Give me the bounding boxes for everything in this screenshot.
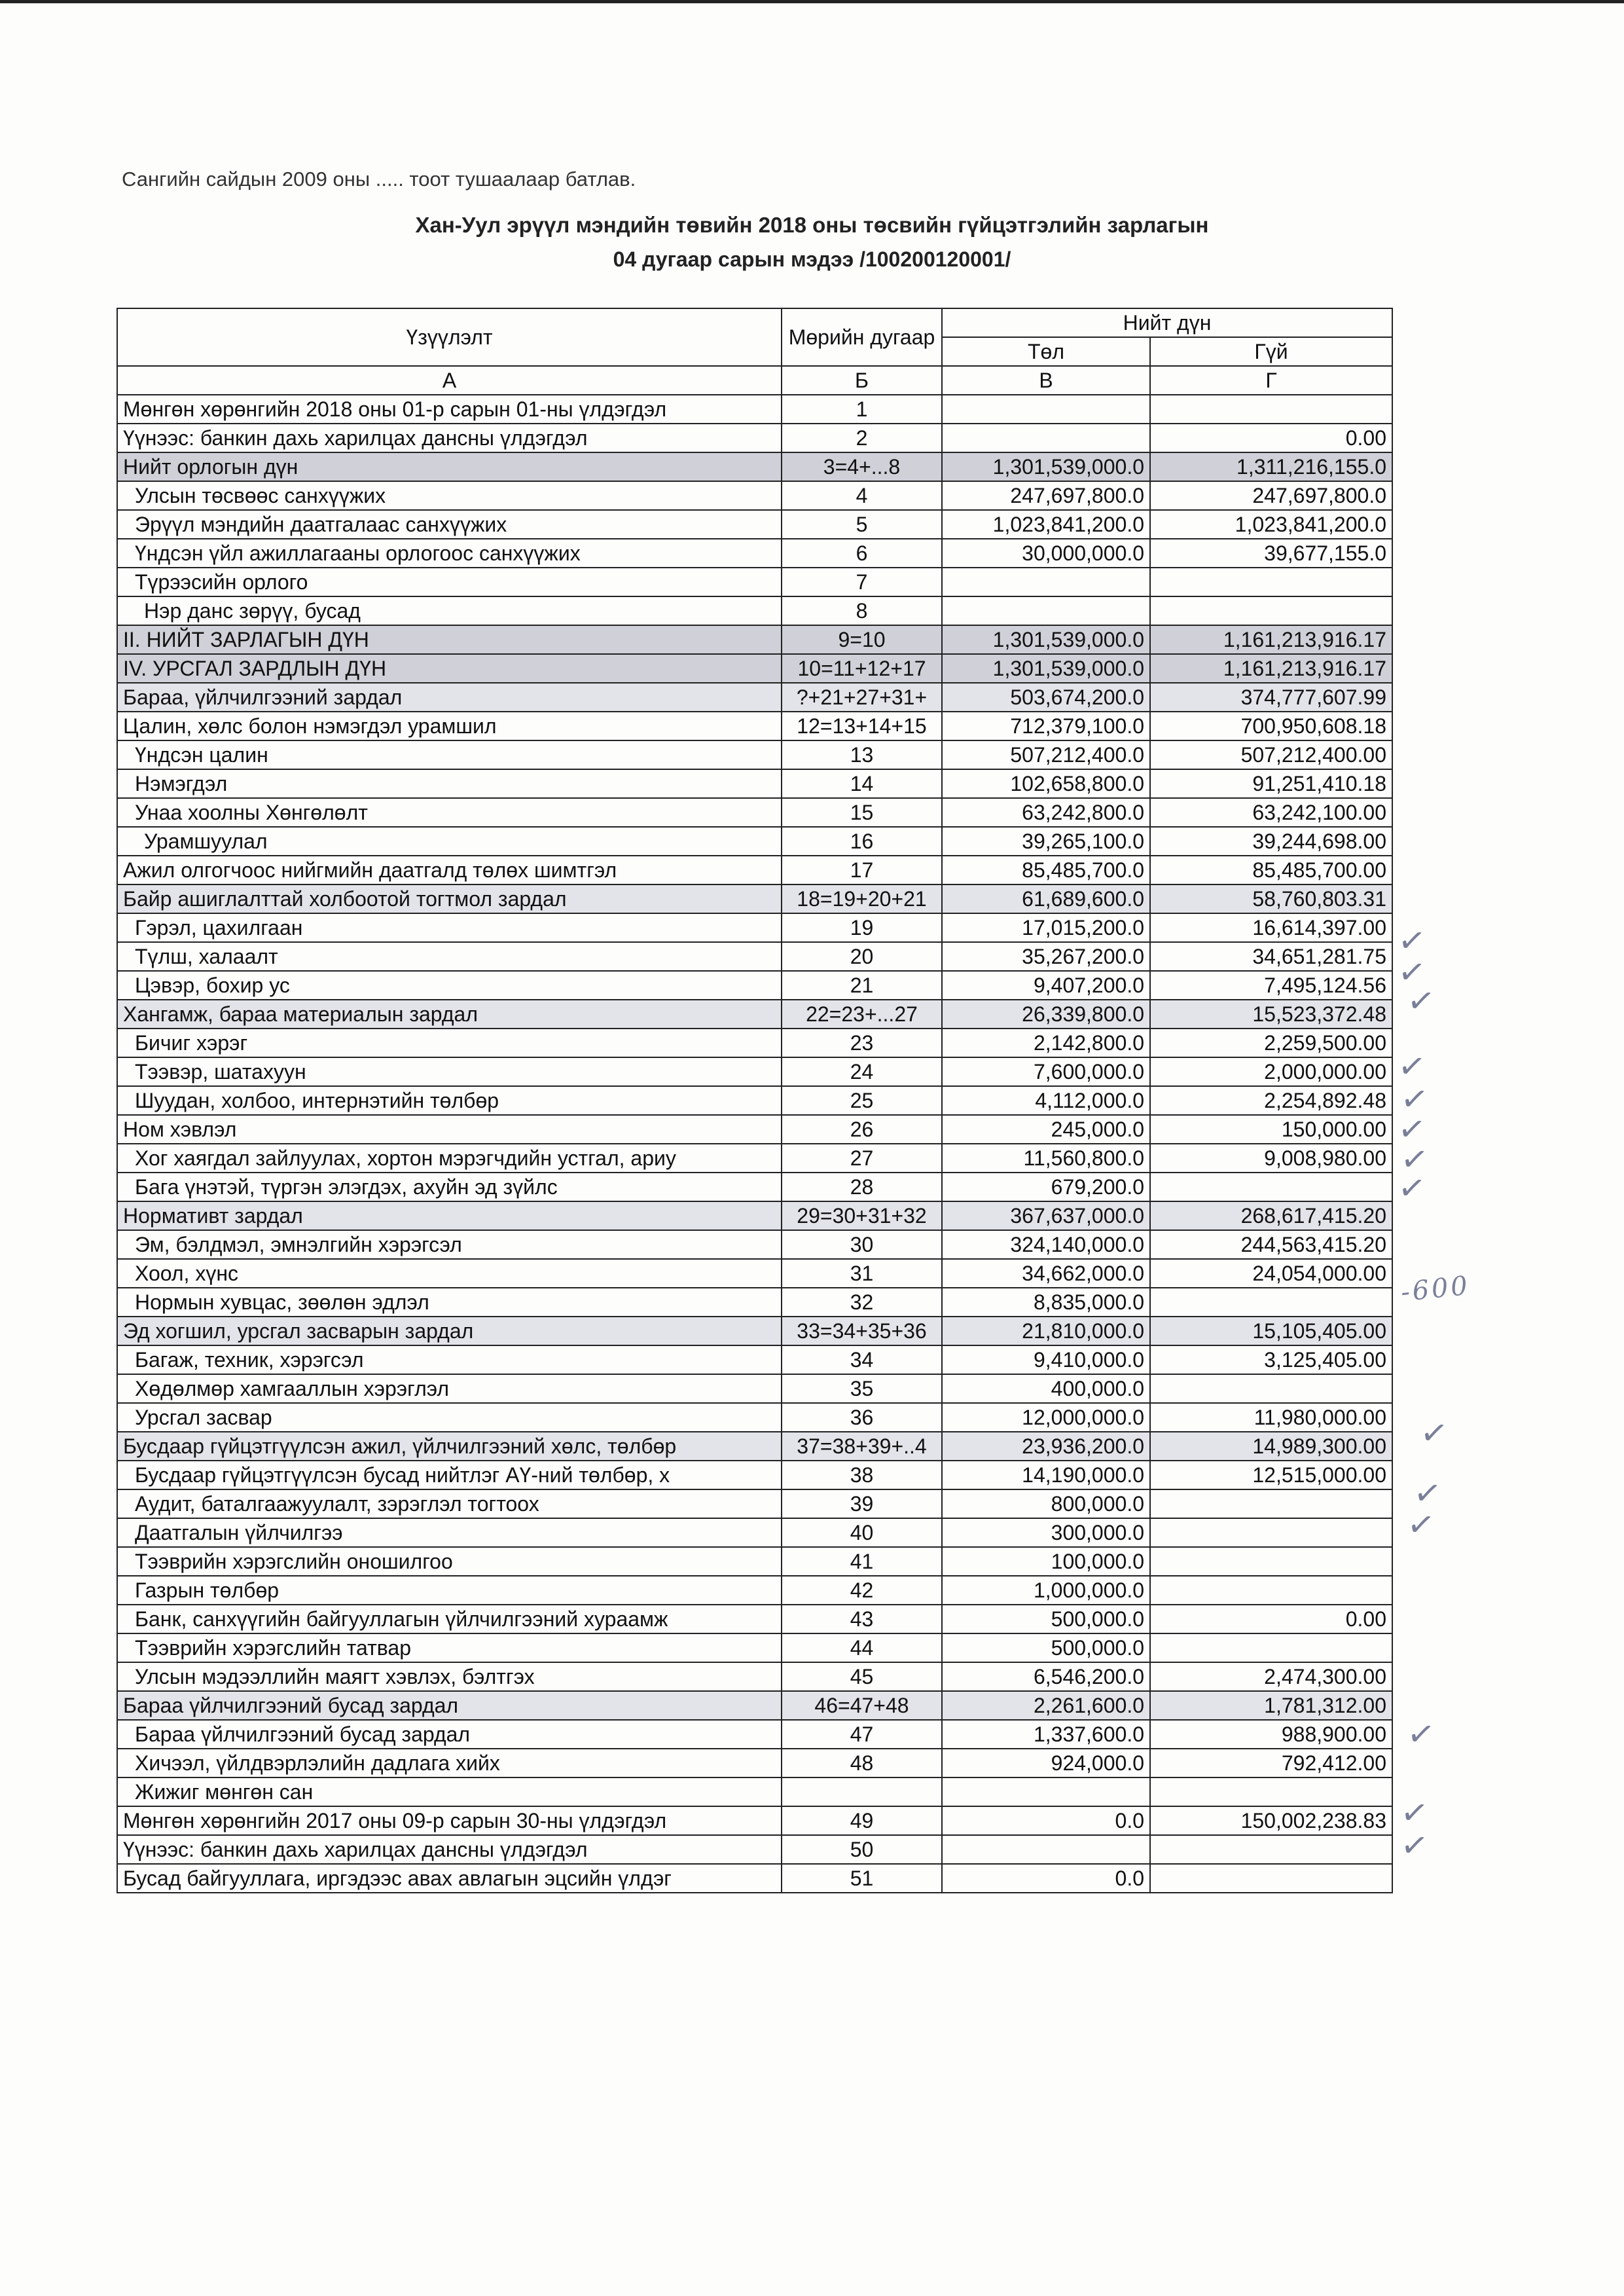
row-plan-amount: 23,936,200.0: [942, 1432, 1150, 1461]
row-label: Нэр данс зөрүү, бусад: [117, 596, 782, 625]
row-actual-amount: 58,760,803.31: [1150, 884, 1392, 913]
table-row: [117, 798, 1392, 827]
table-row: [117, 1230, 1392, 1259]
row-number: 17: [782, 856, 942, 884]
row-plan-amount: 1,301,539,000.0: [942, 625, 1150, 654]
table-row: [117, 884, 1392, 913]
row-number: 1: [782, 395, 942, 424]
handwritten-check-mark: ✓: [1398, 1825, 1431, 1867]
row-label: Түрээсийн орлого: [117, 568, 782, 596]
row-number: 6: [782, 539, 942, 568]
row-number: 31: [782, 1259, 942, 1288]
table-row: [117, 424, 1392, 452]
header-indicator: Үзүүлэлт: [117, 308, 782, 366]
header-row-number: Мөрийн дугаар: [782, 308, 942, 366]
row-plan-amount: 712,379,100.0: [942, 712, 1150, 740]
row-plan-amount: 4,112,000.0: [942, 1086, 1150, 1115]
table-row: [117, 1576, 1392, 1605]
row-actual-amount: [1150, 568, 1392, 596]
row-number: [782, 1777, 942, 1806]
row-label: Бараа, үйлчилгээний зардал: [117, 683, 782, 712]
row-plan-amount: [942, 395, 1150, 424]
row-number: 3=4+...8: [782, 452, 942, 481]
row-number: 12=13+14+15: [782, 712, 942, 740]
row-plan-amount: 12,000,000.0: [942, 1403, 1150, 1432]
row-label: Тээвэр, шатахуун: [117, 1057, 782, 1086]
table-row: [117, 1029, 1392, 1057]
row-plan-amount: 17,015,200.0: [942, 913, 1150, 942]
row-number: 28: [782, 1173, 942, 1201]
row-label: II. НИЙТ ЗАРЛАГЫН ДҮН: [117, 625, 782, 654]
table-row: [117, 1432, 1392, 1461]
row-label: Бусдаар гүйцэтгүүлсэн ажил, үйлчилгээний хөлс, төлбөр: [117, 1432, 782, 1461]
row-number: 38: [782, 1461, 942, 1489]
handwritten-check-mark: ✓: [1418, 1412, 1451, 1454]
row-number: 35: [782, 1374, 942, 1403]
header-letter-c: В: [942, 366, 1150, 395]
table-row: [117, 1749, 1392, 1777]
row-number: 37=38+39+..4: [782, 1432, 942, 1461]
row-actual-amount: [1150, 1173, 1392, 1201]
table-row: [117, 827, 1392, 856]
row-actual-amount: [1150, 1547, 1392, 1576]
row-plan-amount: [942, 568, 1150, 596]
row-actual-amount: 268,617,415.20: [1150, 1201, 1392, 1230]
row-actual-amount: 150,000.00: [1150, 1115, 1392, 1144]
row-number: 7: [782, 568, 942, 596]
row-number: 34: [782, 1345, 942, 1374]
row-label: Мөнгөн хөрөнгийн 2018 оны 01-р сарын 01-ны үлдэгдэл: [117, 395, 782, 424]
row-plan-amount: 7,600,000.0: [942, 1057, 1150, 1086]
table-row: [117, 596, 1392, 625]
row-number: 16: [782, 827, 942, 856]
row-label: Даатгалын үйлчилгээ: [117, 1518, 782, 1547]
row-actual-amount: 1,161,213,916.17: [1150, 654, 1392, 683]
row-label: Бусдаар гүйцэтгүүлсэн бусад нийтлэг АҮ-ний төлбөр, х: [117, 1461, 782, 1489]
row-actual-amount: [1150, 395, 1392, 424]
row-label: Эрүүл мэндийн даатгалаас санхүүжих: [117, 510, 782, 539]
row-actual-amount: 15,105,405.00: [1150, 1317, 1392, 1345]
row-plan-amount: 14,190,000.0: [942, 1461, 1150, 1489]
table-row: [117, 856, 1392, 884]
table-row: [117, 1173, 1392, 1201]
row-plan-amount: [942, 1777, 1150, 1806]
table-row: [117, 539, 1392, 568]
row-actual-amount: [1150, 1518, 1392, 1547]
row-plan-amount: 9,407,200.0: [942, 971, 1150, 1000]
row-number: 14: [782, 769, 942, 798]
table-row: [117, 1518, 1392, 1547]
table-row: [117, 1662, 1392, 1691]
row-label: Бараа үйлчилгээний бусад зардал: [117, 1691, 782, 1720]
row-actual-amount: [1150, 1576, 1392, 1605]
row-label: Гэрэл, цахилгаан: [117, 913, 782, 942]
row-actual-amount: 85,485,700.00: [1150, 856, 1392, 884]
row-actual-amount: 9,008,980.00: [1150, 1144, 1392, 1173]
row-number: 47: [782, 1720, 942, 1749]
row-plan-amount: 324,140,000.0: [942, 1230, 1150, 1259]
handwritten-check-mark: ✓: [1396, 1108, 1428, 1150]
row-actual-amount: [1150, 1835, 1392, 1864]
table-row: [117, 942, 1392, 971]
row-actual-amount: 700,950,608.18: [1150, 712, 1392, 740]
row-plan-amount: 2,142,800.0: [942, 1029, 1150, 1057]
row-plan-amount: 679,200.0: [942, 1173, 1150, 1201]
row-label: IV. УРСГАЛ ЗАРДЛЫН ДҮН: [117, 654, 782, 683]
row-plan-amount: 9,410,000.0: [942, 1345, 1150, 1374]
table-row: [117, 1691, 1392, 1720]
row-plan-amount: 0.0: [942, 1806, 1150, 1835]
row-plan-amount: 500,000.0: [942, 1605, 1150, 1633]
header-plan: Төл: [942, 337, 1150, 366]
row-plan-amount: 1,337,600.0: [942, 1720, 1150, 1749]
table-row: [117, 625, 1392, 654]
row-number: 42: [782, 1576, 942, 1605]
row-plan-amount: 26,339,800.0: [942, 1000, 1150, 1029]
approval-note: Сангийн сайдын 2009 оны ..... тоот тушаалаар батлав.: [122, 168, 636, 191]
row-number: 36: [782, 1403, 942, 1432]
handwritten-check-mark: ✓: [1396, 951, 1428, 993]
row-actual-amount: 1,781,312.00: [1150, 1691, 1392, 1720]
row-label: Үндсэн цалин: [117, 740, 782, 769]
table-row: [117, 481, 1392, 510]
row-actual-amount: [1150, 1864, 1392, 1893]
row-label: Бага үнэтэй, түргэн элэгдэх, ахуйн эд зүйлс: [117, 1173, 782, 1201]
row-actual-amount: 988,900.00: [1150, 1720, 1392, 1749]
table-row: [117, 1806, 1392, 1835]
row-actual-amount: 1,161,213,916.17: [1150, 625, 1392, 654]
handwritten-margin-note: -600: [1399, 1270, 1471, 1308]
row-plan-amount: [942, 424, 1150, 452]
row-label: Хангамж, бараа материалын зардал: [117, 1000, 782, 1029]
row-actual-amount: 39,677,155.0: [1150, 539, 1392, 568]
table-row: [117, 1835, 1392, 1864]
row-number: 19: [782, 913, 942, 942]
table-row: [117, 712, 1392, 740]
row-actual-amount: 2,259,500.00: [1150, 1029, 1392, 1057]
row-actual-amount: 7,495,124.56: [1150, 971, 1392, 1000]
row-label: Бичиг хэрэг: [117, 1029, 782, 1057]
table-row: [117, 1633, 1392, 1662]
row-number: 48: [782, 1749, 942, 1777]
row-actual-amount: 2,254,892.48: [1150, 1086, 1392, 1115]
header-letter-a: А: [117, 366, 782, 395]
row-plan-amount: 507,212,400.0: [942, 740, 1150, 769]
row-number: 33=34+35+36: [782, 1317, 942, 1345]
table-row: [117, 452, 1392, 481]
row-label: Газрын төлбөр: [117, 1576, 782, 1605]
header-letters-row: [117, 366, 1392, 395]
row-number: 9=10: [782, 625, 942, 654]
row-actual-amount: 792,412.00: [1150, 1749, 1392, 1777]
header-row-1: [117, 308, 1392, 337]
row-plan-amount: 8,835,000.0: [942, 1288, 1150, 1317]
row-actual-amount: 11,980,000.00: [1150, 1403, 1392, 1432]
row-number: 49: [782, 1806, 942, 1835]
row-number: 22=23+...27: [782, 1000, 942, 1029]
table-row: [117, 1547, 1392, 1576]
row-number: 2: [782, 424, 942, 452]
row-actual-amount: 1,311,216,155.0: [1150, 452, 1392, 481]
row-number: 39: [782, 1489, 942, 1518]
row-label: Эм, бэлдмэл, эмнэлгийн хэрэгсэл: [117, 1230, 782, 1259]
row-number: 8: [782, 596, 942, 625]
row-actual-amount: 15,523,372.48: [1150, 1000, 1392, 1029]
table-row: [117, 971, 1392, 1000]
row-label: Тээврийн хэрэгслийн оношилгоо: [117, 1547, 782, 1576]
table-row: [117, 1144, 1392, 1173]
row-actual-amount: 12,515,000.00: [1150, 1461, 1392, 1489]
row-actual-amount: [1150, 1633, 1392, 1662]
row-label: Үүнээс: банкин дахь харилцах дансны үлдэгдэл: [117, 424, 782, 452]
row-label: Мөнгөн хөрөнгийн 2017 оны 09-р сарын 30-ны үлдэгдэл: [117, 1806, 782, 1835]
table-row: [117, 568, 1392, 596]
row-actual-amount: 2,000,000.00: [1150, 1057, 1392, 1086]
table-row: [117, 1777, 1392, 1806]
row-number: 4: [782, 481, 942, 510]
handwritten-check-mark: ✓: [1396, 1167, 1428, 1209]
row-number: 44: [782, 1633, 942, 1662]
row-actual-amount: 39,244,698.00: [1150, 827, 1392, 856]
row-plan-amount: 6,546,200.0: [942, 1662, 1150, 1691]
table-row: [117, 1345, 1392, 1374]
row-plan-amount: 247,697,800.0: [942, 481, 1150, 510]
row-label: Жижиг мөнгөн сан: [117, 1777, 782, 1806]
row-number: 20: [782, 942, 942, 971]
row-number: 27: [782, 1144, 942, 1173]
row-label: Улсын мэдээллийн маягт хэвлэх, бэлтгэх: [117, 1662, 782, 1691]
handwritten-check-mark: ✓: [1398, 1139, 1431, 1180]
row-plan-amount: 300,000.0: [942, 1518, 1150, 1547]
header-actual: Гүй: [1150, 337, 1392, 366]
handwritten-check-mark: ✓: [1405, 1713, 1437, 1755]
row-label: Түлш, халаалт: [117, 942, 782, 971]
row-plan-amount: 1,000,000.0: [942, 1576, 1150, 1605]
row-label: Ажил олгогчоос нийгмийн даатгалд төлөх шимтгэл: [117, 856, 782, 884]
handwritten-check-mark: ✓: [1396, 920, 1428, 962]
table-row: [117, 1374, 1392, 1403]
row-plan-amount: 1,301,539,000.0: [942, 452, 1150, 481]
row-actual-amount: 3,125,405.00: [1150, 1345, 1392, 1374]
row-actual-amount: 0.00: [1150, 1605, 1392, 1633]
table-row: [117, 1086, 1392, 1115]
table-row: [117, 1489, 1392, 1518]
row-plan-amount: 2,261,600.0: [942, 1691, 1150, 1720]
row-actual-amount: 14,989,300.00: [1150, 1432, 1392, 1461]
row-label: Эд хогшил, урсгал засварын зардал: [117, 1317, 782, 1345]
row-label: Байр ашиглалттай холбоотой тогтмол зардал: [117, 884, 782, 913]
row-label: Бусад байгууллага, иргэдээс авах авлагын эцсийн үлдэг: [117, 1864, 782, 1893]
row-actual-amount: 507,212,400.00: [1150, 740, 1392, 769]
row-number: 41: [782, 1547, 942, 1576]
row-plan-amount: 61,689,600.0: [942, 884, 1150, 913]
row-plan-amount: 34,662,000.0: [942, 1259, 1150, 1288]
row-actual-amount: 91,251,410.18: [1150, 769, 1392, 798]
header-letter-b: Б: [782, 366, 942, 395]
row-actual-amount: 244,563,415.20: [1150, 1230, 1392, 1259]
row-number: 43: [782, 1605, 942, 1633]
row-label: Үүнээс: банкин дахь харилцах дансны үлдэгдэл: [117, 1835, 782, 1864]
row-label: Цэвэр, бохир ус: [117, 971, 782, 1000]
row-plan-amount: [942, 596, 1150, 625]
row-number: 45: [782, 1662, 942, 1691]
handwritten-check-mark: ✓: [1398, 1078, 1431, 1120]
row-plan-amount: 11,560,800.0: [942, 1144, 1150, 1173]
row-plan-amount: 503,674,200.0: [942, 683, 1150, 712]
row-plan-amount: 800,000.0: [942, 1489, 1150, 1518]
row-plan-amount: 0.0: [942, 1864, 1150, 1893]
row-number: 23: [782, 1029, 942, 1057]
row-label: Банк, санхүүгийн байгууллагын үйлчилгээний хураамж: [117, 1605, 782, 1633]
table-row: [117, 1864, 1392, 1893]
row-label: Нормативт зардал: [117, 1201, 782, 1230]
row-label: Хоол, хүнс: [117, 1259, 782, 1288]
row-actual-amount: 2,474,300.00: [1150, 1662, 1392, 1691]
row-number: 15: [782, 798, 942, 827]
row-plan-amount: 367,637,000.0: [942, 1201, 1150, 1230]
row-plan-amount: 500,000.0: [942, 1633, 1150, 1662]
row-plan-amount: 1,023,841,200.0: [942, 510, 1150, 539]
table-row: [117, 1605, 1392, 1633]
table-row: [117, 913, 1392, 942]
row-label: Тээврийн хэрэгслийн татвар: [117, 1633, 782, 1662]
row-label: Хөдөлмөр хамгааллын хэрэглэл: [117, 1374, 782, 1403]
row-actual-amount: [1150, 1489, 1392, 1518]
table-row: [117, 1057, 1392, 1086]
row-plan-amount: 21,810,000.0: [942, 1317, 1150, 1345]
row-label: Үндсэн үйл ажиллагааны орлогоос санхүүжих: [117, 539, 782, 568]
row-plan-amount: 63,242,800.0: [942, 798, 1150, 827]
row-number: 50: [782, 1835, 942, 1864]
row-label: Ном хэвлэл: [117, 1115, 782, 1144]
row-actual-amount: 0.00: [1150, 424, 1392, 452]
table-row: [117, 1259, 1392, 1288]
row-label: Унаа хоолны Хөнгөлөлт: [117, 798, 782, 827]
report-subtitle: 04 дугаар сарын мэдээ /100200120001/: [613, 247, 1011, 271]
row-number: 46=47+48: [782, 1691, 942, 1720]
row-actual-amount: 1,023,841,200.0: [1150, 510, 1392, 539]
row-number: 24: [782, 1057, 942, 1086]
row-number: 30: [782, 1230, 942, 1259]
table-row: [117, 1403, 1392, 1432]
row-label: Шуудан, холбоо, интернэтийн төлбөр: [117, 1086, 782, 1115]
row-label: Нормын хувцас, зөөлөн эдлэл: [117, 1288, 782, 1317]
table-row: [117, 769, 1392, 798]
table-row: [117, 1000, 1392, 1029]
row-label: Хог хаягдал зайлуулах, хортон мэрэгчдийн устгал, ариу: [117, 1144, 782, 1173]
table-row: [117, 1201, 1392, 1230]
row-plan-amount: 400,000.0: [942, 1374, 1150, 1403]
row-plan-amount: 924,000.0: [942, 1749, 1150, 1777]
row-actual-amount: 24,054,000.00: [1150, 1259, 1392, 1288]
table-row: [117, 683, 1392, 712]
row-actual-amount: [1150, 1288, 1392, 1317]
row-actual-amount: 374,777,607.99: [1150, 683, 1392, 712]
row-number: 26: [782, 1115, 942, 1144]
table-row: [117, 1461, 1392, 1489]
row-number: ?+21+27+31+: [782, 683, 942, 712]
row-number: 21: [782, 971, 942, 1000]
handwritten-check-mark: ✓: [1411, 1472, 1444, 1514]
row-number: 40: [782, 1518, 942, 1547]
table-row: [117, 1317, 1392, 1345]
row-number: 13: [782, 740, 942, 769]
row-label: Бараа үйлчилгээний бусад зардал: [117, 1720, 782, 1749]
row-actual-amount: 150,002,238.83: [1150, 1806, 1392, 1835]
header-letter-d: Г: [1150, 366, 1392, 395]
expense-report-table: [117, 308, 1393, 1893]
row-number: 10=11+12+17: [782, 654, 942, 683]
row-actual-amount: 34,651,281.75: [1150, 942, 1392, 971]
table-row: [117, 654, 1392, 683]
row-plan-amount: 30,000,000.0: [942, 539, 1150, 568]
row-actual-amount: 247,697,800.0: [1150, 481, 1392, 510]
row-number: 32: [782, 1288, 942, 1317]
row-label: Улсын төсвөөс санхүүжих: [117, 481, 782, 510]
row-actual-amount: [1150, 1777, 1392, 1806]
row-plan-amount: 1,301,539,000.0: [942, 654, 1150, 683]
row-number: 5: [782, 510, 942, 539]
handwritten-check-mark: ✓: [1396, 1046, 1428, 1087]
table-row: [117, 1288, 1392, 1317]
row-label: Урамшуулал: [117, 827, 782, 856]
row-label: Урсгал засвар: [117, 1403, 782, 1432]
row-label: Цалин, хөлс болон нэмэгдэл урамшил: [117, 712, 782, 740]
row-plan-amount: 35,267,200.0: [942, 942, 1150, 971]
table-row: [117, 740, 1392, 769]
row-label: Аудит, баталгаажуулалт, зэрэглэл тогтоох: [117, 1489, 782, 1518]
row-actual-amount: 16,614,397.00: [1150, 913, 1392, 942]
handwritten-check-mark: ✓: [1405, 980, 1437, 1022]
row-plan-amount: [942, 1835, 1150, 1864]
table-row: [117, 510, 1392, 539]
row-actual-amount: [1150, 1374, 1392, 1403]
table-row: [117, 395, 1392, 424]
row-number: 18=19+20+21: [782, 884, 942, 913]
row-plan-amount: 39,265,100.0: [942, 827, 1150, 856]
row-actual-amount: 63,242,100.00: [1150, 798, 1392, 827]
table-row: [117, 1115, 1392, 1144]
row-label: Багаж, техник, хэрэгсэл: [117, 1345, 782, 1374]
row-plan-amount: 85,485,700.0: [942, 856, 1150, 884]
table-row: [117, 1720, 1392, 1749]
header-total: Нийт дүн: [942, 308, 1392, 337]
top-edge-line: [0, 0, 1624, 3]
row-number: 29=30+31+32: [782, 1201, 942, 1230]
row-number: 51: [782, 1864, 942, 1893]
handwritten-check-mark: ✓: [1398, 1792, 1431, 1834]
handwritten-check-mark: ✓: [1405, 1504, 1437, 1546]
row-number: 25: [782, 1086, 942, 1115]
row-label: Нэмэгдэл: [117, 769, 782, 798]
row-plan-amount: 245,000.0: [942, 1115, 1150, 1144]
report-title: Хан-Уул эрүүл мэндийн төвийн 2018 оны төсвийн гүйцэтгэлийн зарлагын: [415, 213, 1209, 237]
row-label: Нийт орлогын дүн: [117, 452, 782, 481]
row-plan-amount: 102,658,800.0: [942, 769, 1150, 798]
row-label: Хичээл, үйлдвэрлэлийн дадлага хийх: [117, 1749, 782, 1777]
row-actual-amount: [1150, 596, 1392, 625]
row-plan-amount: 100,000.0: [942, 1547, 1150, 1576]
